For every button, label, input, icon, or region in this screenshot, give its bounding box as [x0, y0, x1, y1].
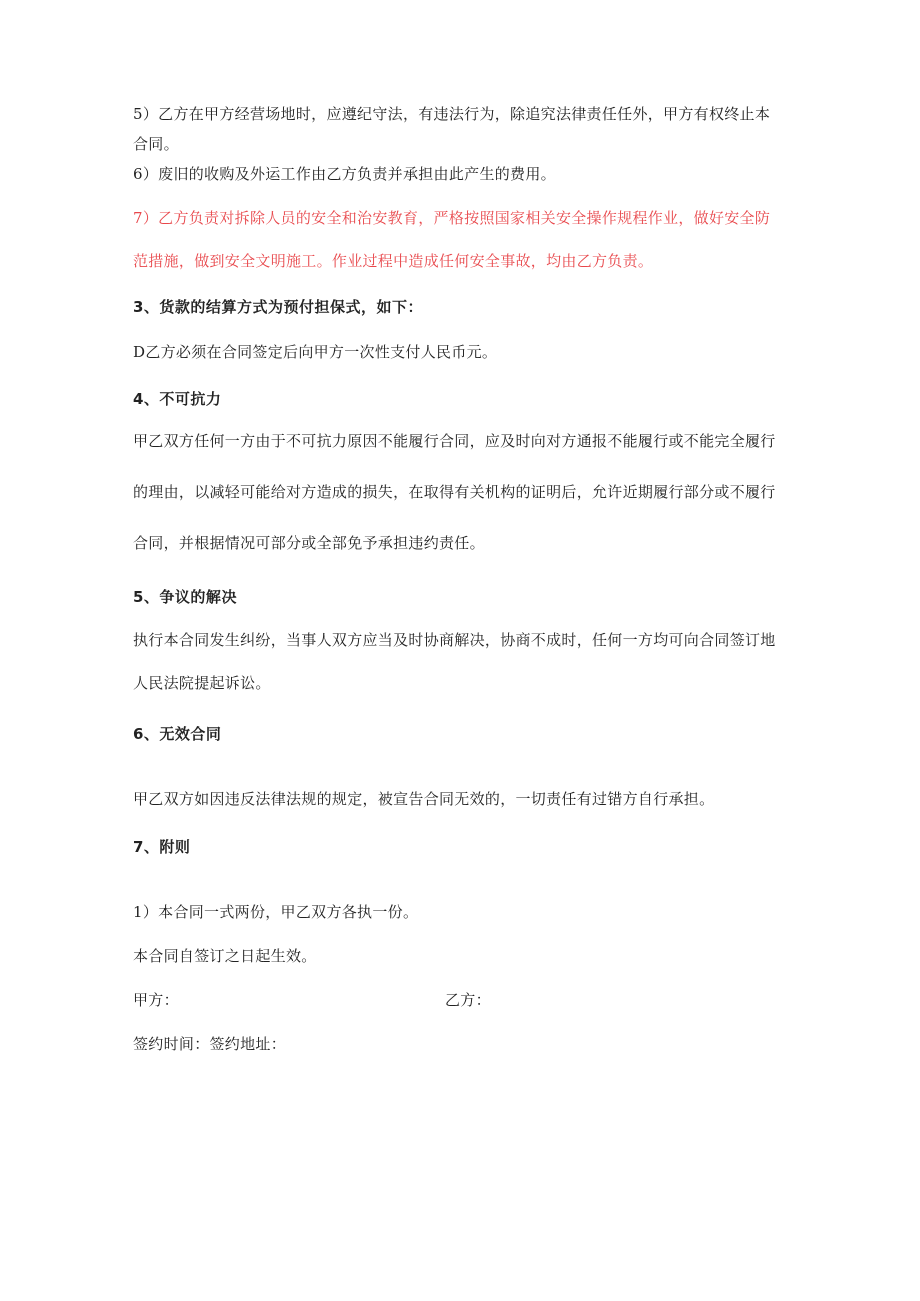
section-4-heading: 4、不可抗力: [133, 390, 222, 408]
section-7-effective: 本合同自签订之日起生效。: [133, 947, 317, 965]
clause-6: 6）废旧的收购及外运工作由乙方负责并承担由此产生的费用。: [133, 165, 556, 183]
clause-7-highlighted: 7）乙方负责对拆除人员的安全和治安教育，严格按照国家相关安全操作规程作业，做好安全防范措施，做到安全文明施工。作业过程中造成任何安全事故，均由乙方负责。: [133, 209, 771, 270]
party-a-label: 甲方：: [133, 991, 179, 1009]
clause-5: 5）乙方在甲方经营场地时，应遵纪守法，有违法行为，除追究法律责任任外，甲方有权终止本合同。: [133, 105, 771, 153]
section-4-body: 甲乙双方任何一方由于不可抗力原因不能履行合同，应及时向对方通报不能履行或不能完全履行的理由，以减轻可能给对方造成的损失，在取得有关机构的证明后，允许近期履行部分或不履行合同，并根据情况可部分或全部免予承担违约责任。: [133, 432, 776, 552]
section-5-body: 执行本合同发生纠纷，当事人双方应当及时协商解决，协商不成时，任何一方均可向合同签订地人民法院提起诉讼。: [133, 631, 776, 692]
party-b-label: 乙方：: [445, 991, 491, 1009]
section-7-item-1: 1）本合同一式两份，甲乙双方各执一份。: [133, 903, 419, 921]
section-7-heading: 7、附则: [133, 838, 191, 856]
section-6-heading: 6、无效合同: [133, 725, 222, 743]
section-5-heading: 5、争议的解决: [133, 588, 237, 606]
section-3-heading: 3、货款的结算方式为预付担保式，如下：: [133, 298, 423, 316]
section-6-body: 甲乙双方如因违反法律法规的规定，被宣告合同无效的，一切责任有过错方自行承担。: [133, 790, 715, 808]
section-3-body: D乙方必须在合同签定后向甲方一次性支付人民币元。: [133, 343, 498, 361]
signature-row: [133, 985, 785, 1015]
sign-time-place: 签约时间：签约地址：: [133, 1035, 287, 1053]
